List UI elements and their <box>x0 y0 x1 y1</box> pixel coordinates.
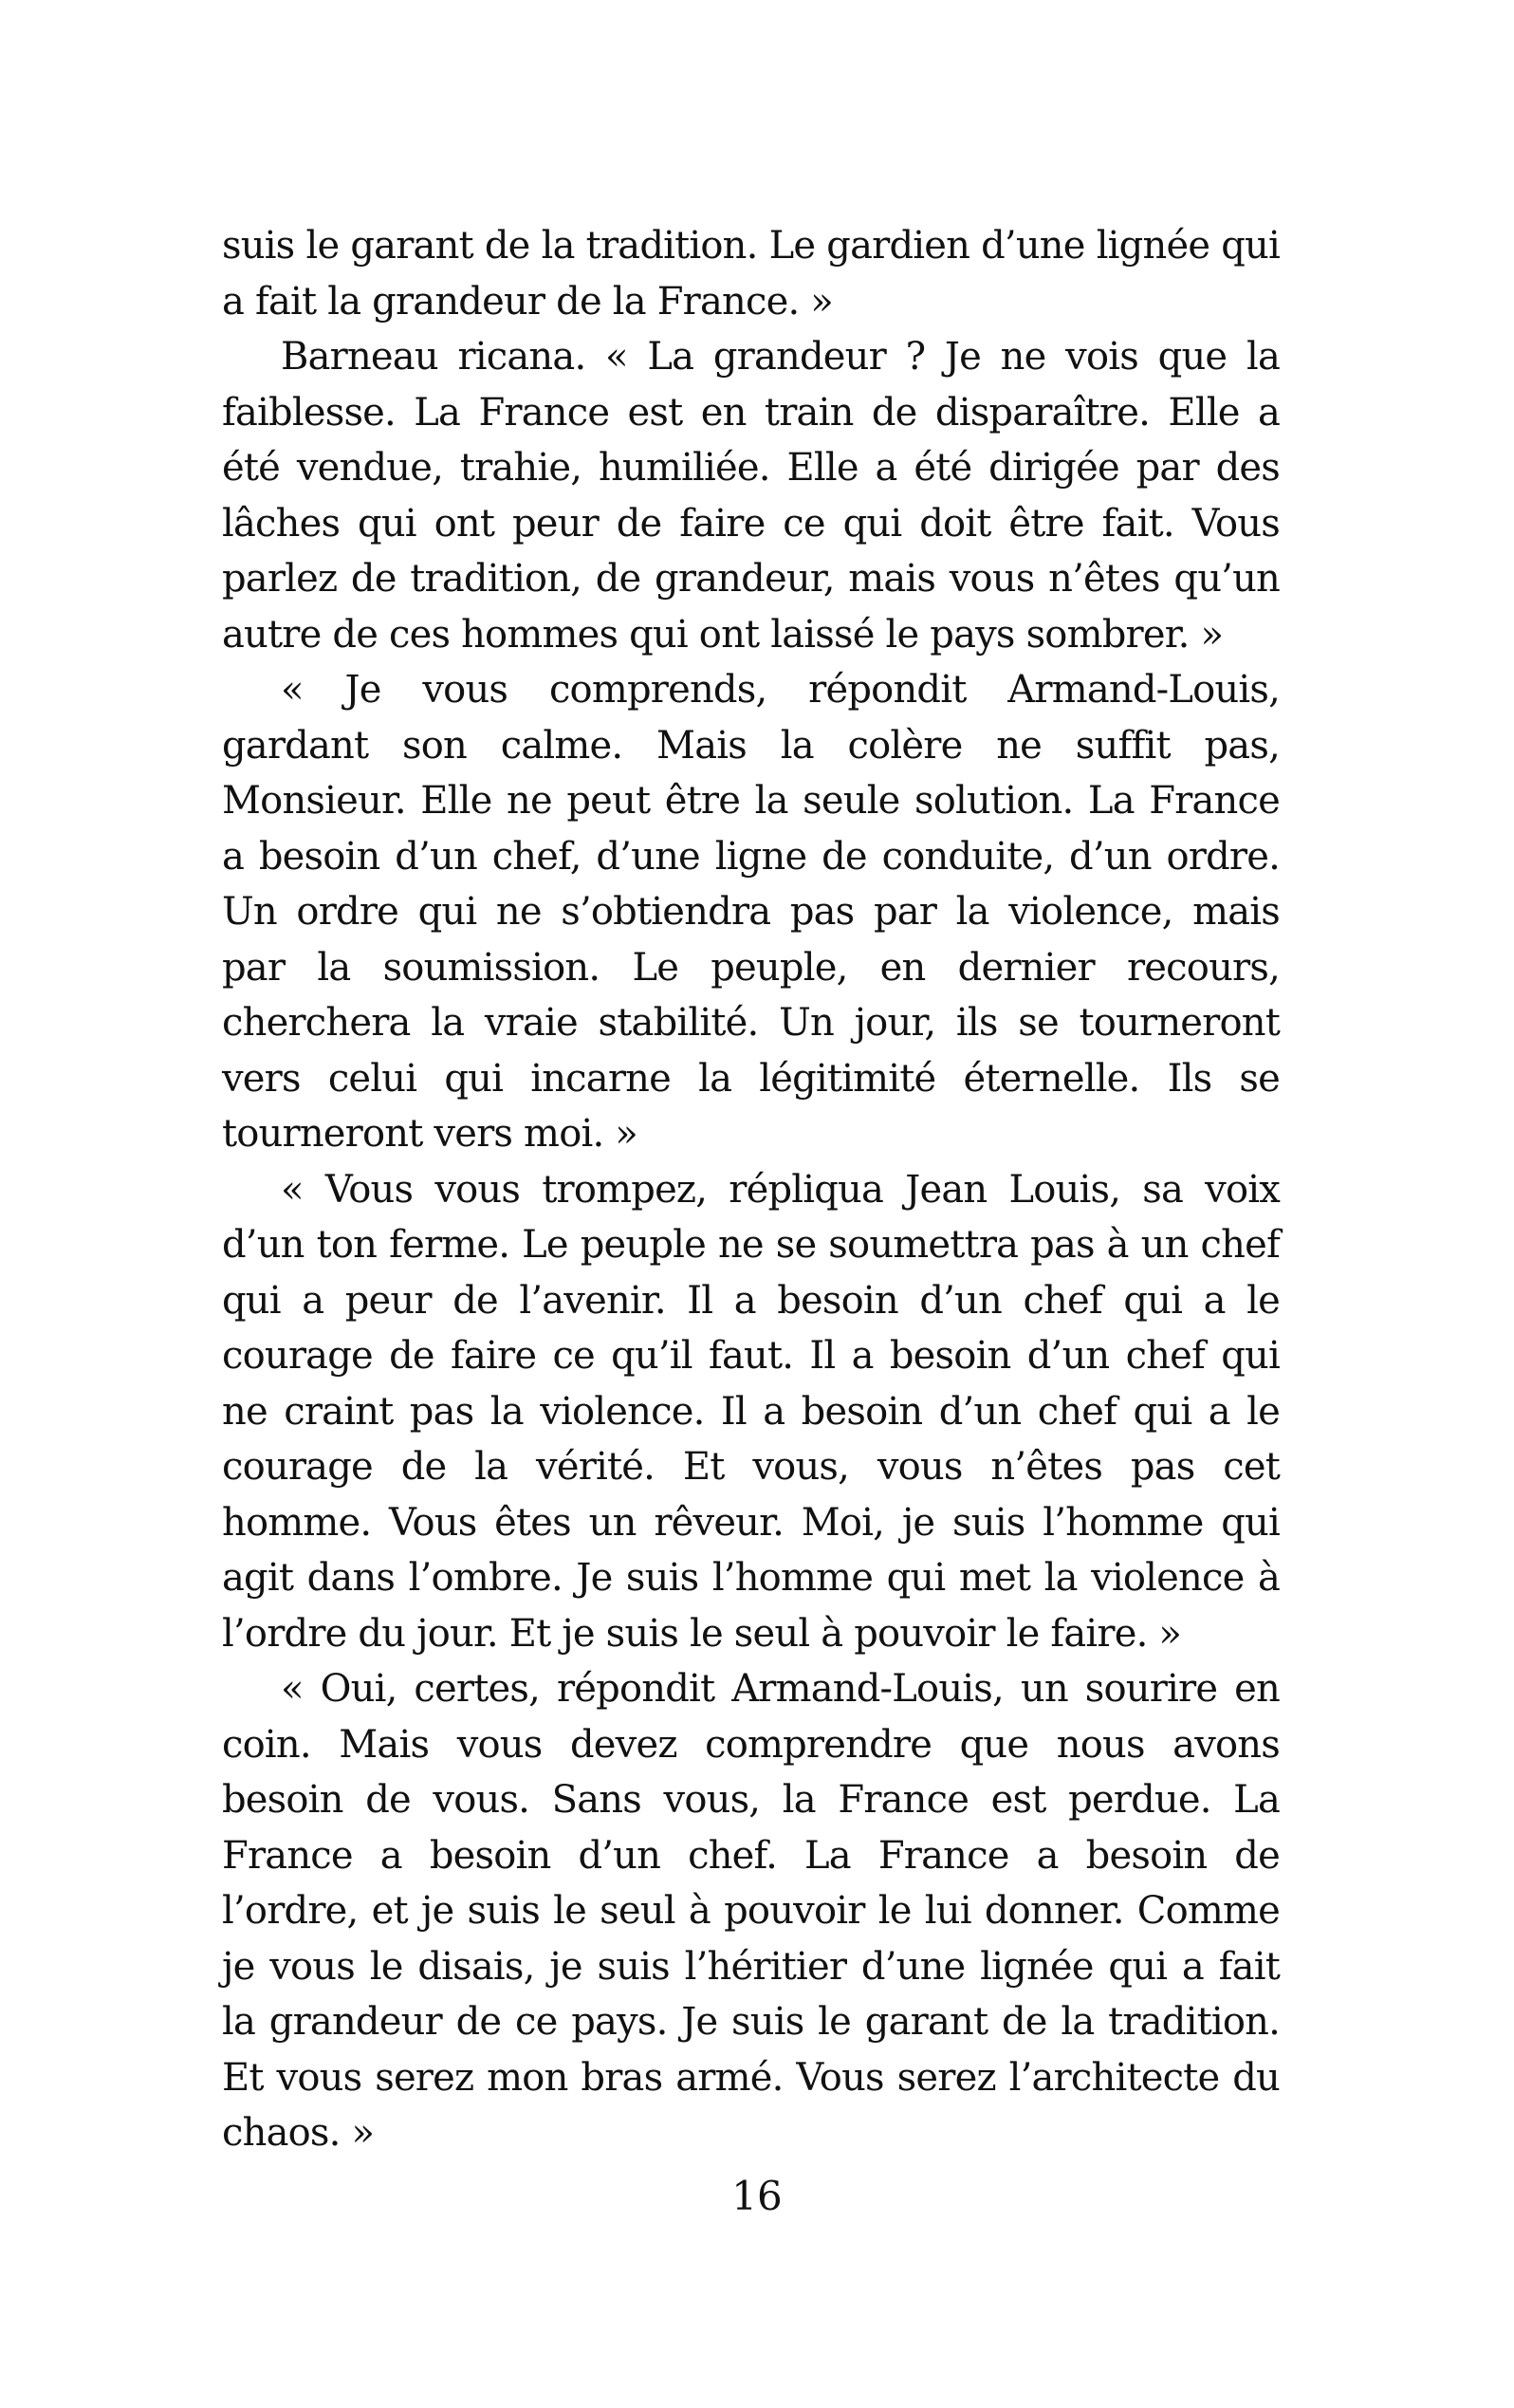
page-body <box>222 218 1280 2161</box>
paragraph-barneau-reply: Barneau ricana. « La grandeur ? Je ne vois que la faiblesse. La France est en train de disparaître. Elle a été vendue, trahie, humiliée. Elle a été dirigée par des lâches qui ont peur de faire ce qui doit être fait. Vous parlez de tradition, de grandeur, mais vous n’êtes qu’un autre de ces hommes qui ont laissé le pays sombrer. » <box>222 335 1280 657</box>
page-number: 16 <box>731 2173 783 2219</box>
paragraph-armand-louis-final: « Oui, certes, répondit Armand-Louis, un sourire en coin. Mais vous devez comprendre que nous avons besoin de vous. Sans vous, la France est perdue. La France a besoin d’un chef. La France a besoin de l’ordre, et je suis le seul à pouvoir le lui donner. Comme je vous le disais, je suis l’héritier d’une lignée qui a fait la grandeur de ce pays. Je suis le garant de la tradition. Et vous serez mon bras armé. Vous serez l’architecte du chaos. » <box>222 1667 1280 2155</box>
paragraph-armand-louis-reply: « Je vous comprends, répondit Armand-Louis, gardant son calme. Mais la colère ne suffit pas, Monsieur. Elle ne peut être la seule solution. La France a besoin d’un chef, d’une ligne de conduite, d’un ordre. Un ordre qui ne s’obtiendra pas par la violence, mais par la soumission. Le peuple, en dernier recours, cherchera la vraie stabilité. Un jour, ils se tourneront vers celui qui incarne la légitimité éternelle. Ils se tourneront vers moi. » <box>222 668 1280 1156</box>
paragraph-jean-louis-reply: « Vous vous trompez, répliqua Jean Louis, sa voix d’un ton ferme. Le peuple ne se soumettra pas à un chef qui a peur de l’avenir. Il a besoin d’un chef qui a le courage de faire ce qu’il faut. Il a besoin d’un chef qui ne craint pas la violence. Il a besoin d’un chef qui a le courage de la vérité. Et vous, vous n’êtes pas cet homme. Vous êtes un rêveur. Moi, je suis l’homme qui agit dans l’ombre. Je suis l’homme qui met la violence à l’ordre du jour. Et je suis le seul à pouvoir le faire. » <box>222 1167 1280 1656</box>
paragraph-continuation: suis le garant de la tradition. Le gardien d’une lignée qui a fait la grandeur de la France. » <box>222 224 1280 324</box>
